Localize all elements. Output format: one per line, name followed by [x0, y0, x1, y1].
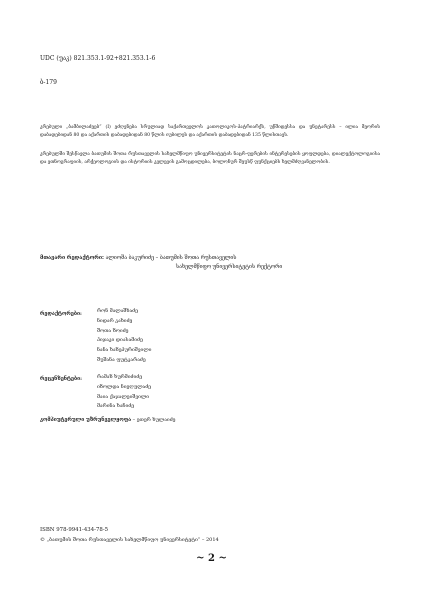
intro-paragraph-1: კრებული „ბამბილაძეებ” (I) ეძღვნება სრულიად საქართველოს კათოლიკოს-პატრიარქს, უწმიდესსა და უნეტარესს – ილია მეორის დაბადებიდან 80 და აქართის დაბადებიდან 80 წლის იუბილეს და აქართის დაბადებიდან 135 წლისთავს. — [40, 125, 380, 139]
copyright: © „ბათუმის შოთა რუსთაველის სახელმწიფო უნივერსიტეტი” – 2014 — [40, 537, 219, 543]
udc-block — [40, 39, 155, 95]
editors-list — [97, 307, 151, 366]
layout-name: – ეთერ ხულაიძე — [131, 417, 176, 423]
udc-author-mark: ბ-179 — [40, 79, 57, 86]
udc-code: UDC (უაკ) 821.353.1-92+821.353.1-6 — [40, 55, 156, 62]
page-number: ~ 2 ~ — [196, 553, 227, 564]
layout-credit — [40, 417, 175, 423]
reviewer-name: რამაზ ხურმიძიძე — [97, 374, 143, 380]
reviewer-name: იზოლდა ნიჟღულაძე — [97, 383, 151, 390]
layout-label: კომპიუტერული უზრუნველყოფა — [40, 417, 132, 423]
reviewer-name: მაია ქაჯალეიშვილი — [97, 393, 150, 400]
intro-paragraph-2: კრებულში შესწავლა ბათუმის შოთა რუსთაველის სახელმწიფო უნივერსიტეტის ნაცრ-ფერების ინტერესების ყოფლდება, დიალექტოლოგიისა და ეთნოგრაფიის, არქეოლოგიის და ისტორიის კვლევის გამოცდილება, ბოლონურ შეუსწ ფუნქციებს ხელმძღვანელობის. — [40, 152, 380, 166]
reviewers-list — [97, 373, 151, 412]
editor-name: შუშანა ფუტკარაძე — [97, 356, 146, 363]
chief-editor-name: ალიოშა ბაკურიძე – ბათუმის შოთა რუსთაველის — [105, 255, 237, 261]
reviewers-label: რეცენზენტები: — [40, 376, 82, 382]
editor-name: რონ მალაშხაძე — [97, 308, 138, 314]
chief-editor-title: სახელმწიფო უნივერსიტეტის რექტორი — [176, 264, 283, 270]
chief-editor-line — [40, 254, 236, 263]
editors-label: რედაქტორები: — [40, 311, 82, 317]
editor-name: ნიდარ კახიძე — [97, 317, 133, 324]
reviewer-name: მარინა ხაჩიძე — [97, 403, 135, 410]
isbn: ISBN 978-9941-434-78-5 — [40, 527, 109, 533]
editor-name: ნანა ხაზეპურიშვილი — [97, 347, 152, 354]
editor-name: შოთა ზოიძე — [97, 327, 129, 334]
chief-editor-label: მთავარი რედაქტორი: — [40, 255, 104, 261]
editor-name: პიჯაკი დიასამიძე — [97, 337, 143, 344]
